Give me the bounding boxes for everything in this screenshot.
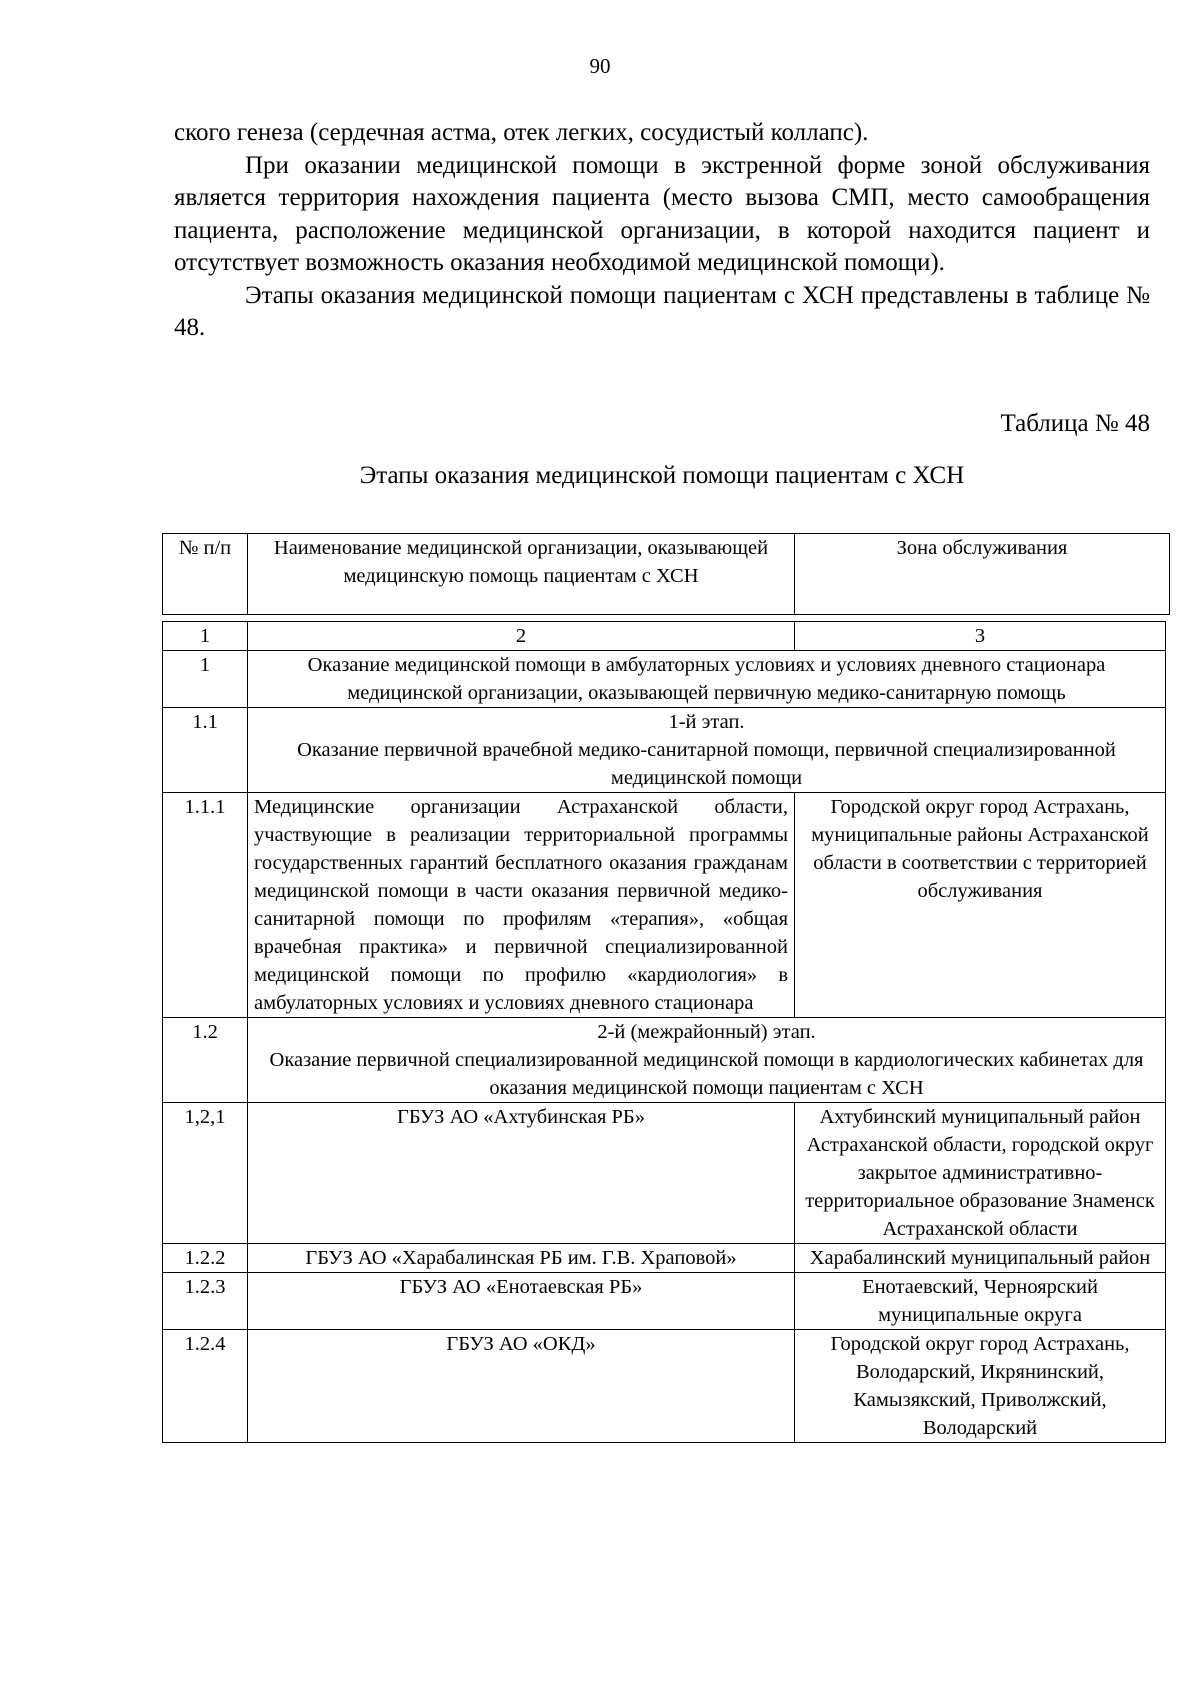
service-zone-cell: Харабалинский муниципальный район <box>795 1244 1166 1273</box>
stage-title: 1-й этап. <box>668 711 745 733</box>
table-row <box>163 651 1166 708</box>
section-heading: Оказание медицинской помощи в амбулаторных условиях и условиях дневного стационара медицинской организации, оказывающей первичную медико-санитарную помощь <box>248 651 1166 708</box>
header-row <box>163 534 1170 615</box>
header-organization: Наименование медицинской организации, оказывающей медицинскую помощь пациентам с ХСН <box>248 534 795 615</box>
row-number: 1.2 <box>163 1018 248 1103</box>
stage-description: Оказание первичной врачебной медико-санитарной помощи, первичной специализированной медицинской помощи <box>297 739 1116 789</box>
table-row <box>163 1018 1166 1103</box>
column-number: 3 <box>795 622 1166 651</box>
stage-heading <box>248 708 1166 793</box>
body-text <box>174 117 1150 345</box>
row-number: 1 <box>163 651 248 708</box>
column-number-row <box>163 622 1166 651</box>
stages-table <box>162 621 1166 1443</box>
service-zone-cell: Енотаевский, Черноярский муниципальные округа <box>795 1273 1166 1330</box>
table-row <box>163 1244 1166 1273</box>
row-number: 1,2,1 <box>163 1103 248 1244</box>
organization-cell: Медицинские организации Астраханской области, участвующие в реализации территориальной программы государственных гарантий бесплатного оказания гражданам медицинской помощи в части оказания первичной медико-санитарной помощи по профилям «терапия», «общая врачебная практика» и первичной специализированной медицинской помощи по профилю «кардиология» в амбулаторных условиях и условиях дневного стационара <box>248 793 795 1018</box>
row-number: 1.1.1 <box>163 793 248 1018</box>
table-row <box>163 1273 1166 1330</box>
organization-cell: ГБУЗ АО «Ахтубинская РБ» <box>248 1103 795 1244</box>
header-service-zone: Зона обслуживания <box>795 534 1170 615</box>
table-row <box>163 708 1166 793</box>
stage-heading <box>248 1018 1166 1103</box>
stage-description: Оказание первичной специализированной медицинской помощи в кардиологических кабинетах для оказания медицинской помощи пациентам с ХСН <box>269 1049 1144 1099</box>
paragraph-continued: ского генеза (сердечная астма, отек легких, сосудистый коллапс). <box>174 119 869 146</box>
column-number: 1 <box>163 622 248 651</box>
row-number: 1.1 <box>163 708 248 793</box>
row-number: 1.2.4 <box>163 1330 248 1443</box>
table-title: Этапы оказания медицинской помощи пациентам с ХСН <box>359 462 965 489</box>
page-number: 90 <box>589 54 611 78</box>
service-zone-cell: Городской округ город Астрахань, Володарский, Икрянинский, Камызякский, Приволжский, Володарский <box>795 1330 1166 1443</box>
header-number: № п/п <box>163 534 248 615</box>
organization-cell: ГБУЗ АО «Енотаевская РБ» <box>248 1273 795 1330</box>
column-number: 2 <box>248 622 795 651</box>
service-zone-cell: Городской округ город Астрахань, муниципальные районы Астраханской области в соответствии с территорией обслуживания <box>795 793 1166 1018</box>
paragraph-table-intro: Этапы оказания медицинской помощи пациентам с ХСН представлены в таблице № 48. <box>174 281 1150 341</box>
table-caption: Таблица № 48 <box>1000 410 1150 437</box>
organization-cell: ГБУЗ АО «ОКД» <box>248 1330 795 1443</box>
row-number: 1.2.2 <box>163 1244 248 1273</box>
stage-title: 2-й (межрайонный) этап. <box>597 1021 816 1043</box>
row-number: 1.2.3 <box>163 1273 248 1330</box>
organization-cell: ГБУЗ АО «Харабалинская РБ им. Г.В. Храповой» <box>248 1244 795 1273</box>
table-row <box>163 1103 1166 1244</box>
paragraph-emergency-zone: При оказании медицинской помощи в экстренной форме зоной обслуживания является территория нахождения пациента (место вызова СМП, место самообращения пациента, расположение медицинской организации, в которой находится пациент и отсутствует возможность оказания необходимой медицинской помощи). <box>174 151 1150 276</box>
service-zone-cell: Ахтубинский муниципальный район Астраханской области, городской округ закрытое административно-территориальное образование Знаменск Астраханской области <box>795 1103 1166 1244</box>
table-header <box>162 533 1170 615</box>
table-row <box>163 1330 1166 1443</box>
table-row <box>163 793 1166 1018</box>
